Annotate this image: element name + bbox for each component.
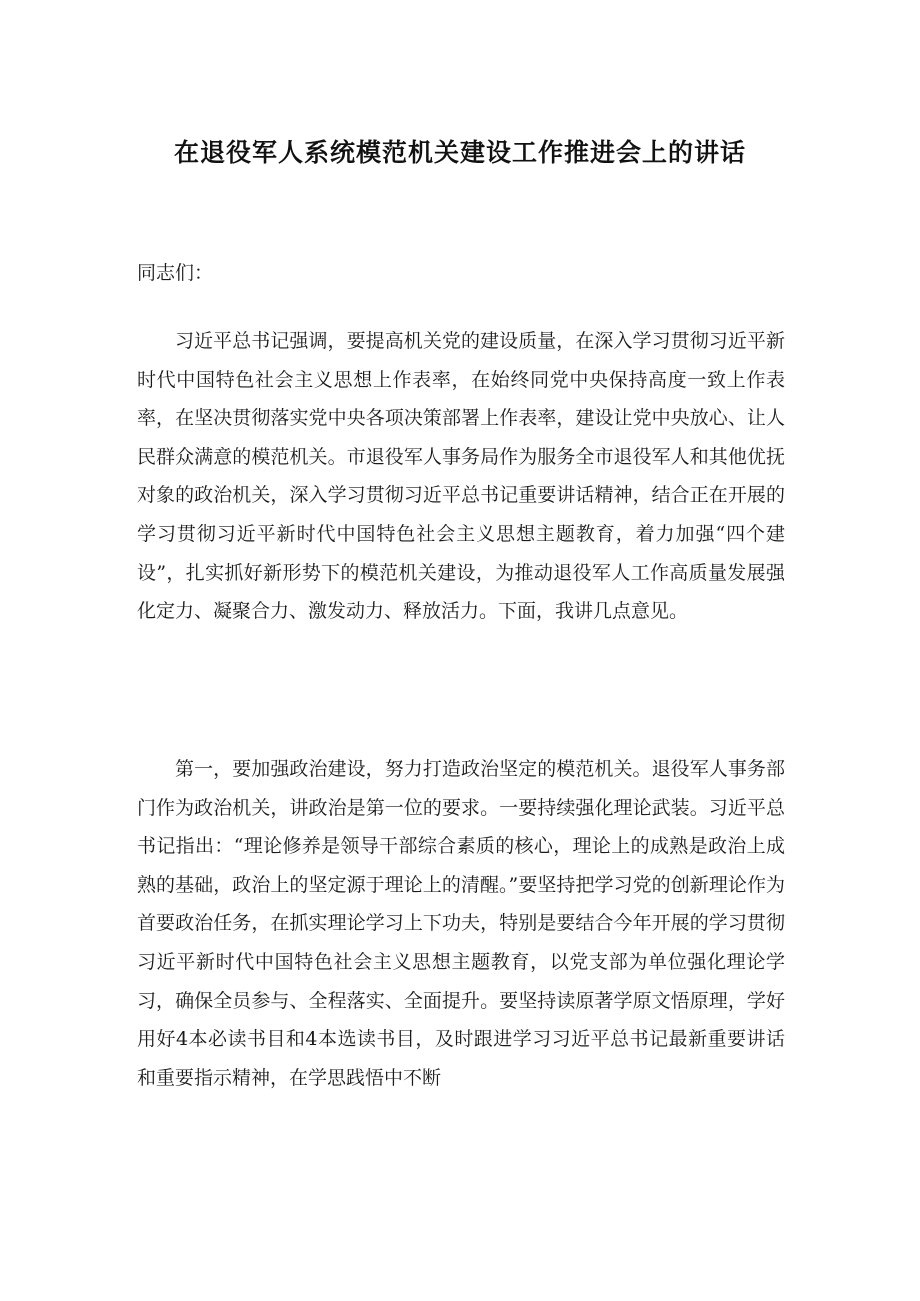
salutation: 同志们： — [137, 262, 214, 284]
paragraph-2: 第一，要加强政治建设，努力打造政治坚定的模范机关。退役军人事务部门作为政治机关，讲政治是第一位的要求。一要持续强化理论武装。习近平总书记指出：“理论修养是领导干部综合素质的核心，理论上的成熟是政治上成熟的基础，政治上的坚定源于理论上的清醒。”要坚持把学习党的创新理论作为首要政治任务，在抓实理论学习上下功夫，特别是要结合今年开展的学习贯彻习近平新时代中国特色社会主义思想主题教育，以党支部为单位强化理论学习，确保全员参与、全程落实、全面提升。要坚持读原著学原文悟原理，学好用好4本必读书目和4本选读书目，及时跟进学习习近平总书记最新重要讲话和重要指示精神，在学思践悟中不断 — [137, 758, 785, 1089]
document-title: 在退役军人系统模范机关建设工作推进会上的讲话 — [173, 137, 746, 167]
paragraph-1: 习近平总书记强调，要提高机关党的建设质量，在深入学习贯彻习近平新时代中国特色社会主义思想上作表率，在始终同党中央保持高度一致上作表率，在坚决贯彻落实党中央各项决策部署上作表率，建设让党中央放心、让人民群众满意的模范机关。市退役军人事务局作为服务全市退役军人和其他优抚对象的政治机关，深入学习贯彻习近平总书记重要讲话精神，结合正在开展的学习贯彻习近平新时代中国特色社会主义思想主题教育，着力加强“四个建设”，扎实抓好新形势下的模范机关建设，为推动退役军人工作高质量发展强化定力、凝聚合力、激发动力、释放活力。下面，我讲几点意见。 — [137, 330, 785, 623]
